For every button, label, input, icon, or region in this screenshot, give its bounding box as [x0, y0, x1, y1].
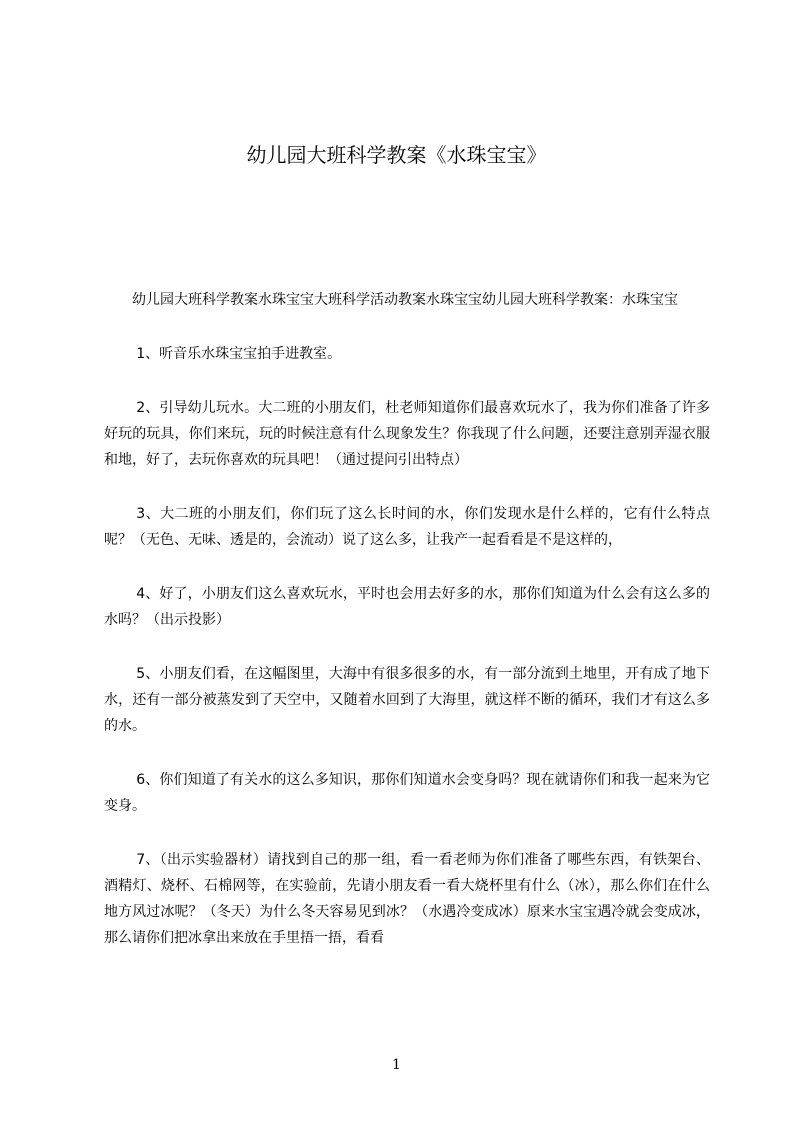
- paragraph-intro: 幼儿园大班科学教案水珠宝宝大班科学活动教案水珠宝宝幼儿园大班科学教案：水珠宝宝: [132, 292, 678, 308]
- paragraph-step-1: 1、听音乐水珠宝宝拍手进教室。: [136, 346, 342, 362]
- document-title: 幼儿园大班科学教案《水珠宝宝》: [246, 143, 547, 167]
- paragraph-step-6: 6、你们知道了有关水的这么多知识，那你们知道水会变身吗？现在就请你们和我一起来为它变身。: [104, 772, 710, 814]
- paragraph-step-3: 3、大二班的小朋友们，你们玩了这么长时间的水，你们发现水是什么样的，它有什么特点呢？（无色、无味、透是的，会流动）说了这么多，让我产一起看看是不是这样的，: [104, 506, 710, 548]
- paragraph-step-4: 4、好了，小朋友们这么喜欢玩水，平时也会用去好多的水，那你们知道为什么会有这么多的水吗？（出示投影）: [104, 586, 710, 628]
- paragraph-step-2: 2、引导幼儿玩水。大二班的小朋友们，杜老师知道你们最喜欢玩水了，我为你们准备了许多好玩的玩具，你们来玩，玩的时候注意有什么现象发生？你我现了什么问题，还要注意别弄湿衣服和地，好了，去玩你喜欢的玩具吧！（通过提问引出特点）: [104, 400, 710, 468]
- page-number: 1: [392, 1057, 401, 1073]
- paragraph-step-7: 7、（出示实验器材）请找到自己的那一组，看一看老师为你们准备了哪些东西，有铁架台、酒精灯、烧杯、石棉网等，在实验前，先请小朋友看一看大烧杯里有什么（冰），那么你们在什么地方风过冰呢？（冬天）为什么冬天容易见到冰？（水遇冷变成冰）原来水宝宝遇冷就会变成冰，那么请你们把冰拿出来放在手里捂一捂，看看: [104, 852, 710, 946]
- paragraph-step-5: 5、小朋友们看，在这幅图里，大海中有很多很多的水，有一部分流到土地里，开有成了地下水，还有一部分被蒸发到了天空中，又随着水回到了大海里，就这样不断的循环，我们才有这么多的水。: [104, 666, 710, 734]
- document-body: [104, 287, 710, 979]
